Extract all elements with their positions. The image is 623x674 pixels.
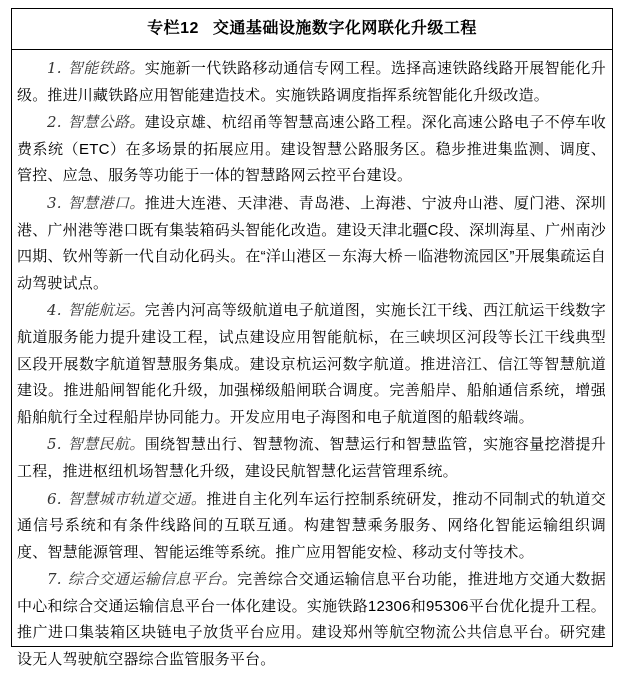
panel-body-box xyxy=(11,49,613,669)
panel-title: 交通基础设施数字化网联化升级工程 xyxy=(212,20,477,37)
item-number: 2. xyxy=(47,113,62,132)
section-paragraph-3 xyxy=(17,190,606,297)
item-body-text: 围绕智慧出行、智慧物流、智慧运行和智慧监管，实施容量挖潜提升工程，推进枢纽机场智慧化升级，建设民航智慧化运营管理系统。 xyxy=(17,436,606,480)
item-number: 3. xyxy=(47,193,62,212)
item-heading: 智慧公路。 xyxy=(67,113,145,132)
item-number: 7. xyxy=(47,570,62,589)
section-paragraph-1 xyxy=(17,55,606,109)
item-heading: 智慧民航。 xyxy=(67,435,145,454)
item-heading: 智慧港口。 xyxy=(67,193,145,212)
item-body-text: 完善内河高等级航道电子航道图，实施长江干线、西江航运干线数字航道服务能力提升建设工程，试点建设应用智能航标，在三峡坝区河段等长江干线典型区段开展数字航道智慧服务集成。建设京杭运河数字航道。推进涪江、信江等智慧航道建设。推进船闸智能化升级，加强梯级船闸联合调度。完善船岸、船舶通信系统，增强船舶航行全过程船岸协同能力。开发应用电子海图和电子航道图的船载终端。 xyxy=(17,302,606,426)
item-body-text: 推进大连港、天津港、青岛港、上海港、宁波舟山港、厦门港、深圳港、广州港等港口既有集装箱码头智能化改造。建设天津北疆C段、深圳海星、广州南沙四期、钦州等新一代自动化码头。在“洋山港区－东海大桥－临港物流园区”开展集疏运自动驾驶试点。 xyxy=(17,194,606,292)
section-paragraph-7 xyxy=(17,566,606,673)
item-heading: 智能航运。 xyxy=(67,301,145,320)
policy-column-panel xyxy=(11,8,613,669)
item-body-text: 推进自主化列车运行控制系统研发，推动不同制式的轨道交通信号系统和有条件线路间的互联互通。构建智慧乘务服务、网络化智能运输组织调度、智慧能源管理、智能运维等系统。推广应用智能安检、移动支付等技术。 xyxy=(17,490,606,561)
item-body-text: 完善综合交通运输信息平台功能，推进地方交通大数据中心和综合交通运输信息平台一体化建设。实施铁路12306和95306平台优化提升工程。推广进口集装箱区块链电子放货平台应用。建设郑州等航空物流公共信息平台。研究建设无人驾驶航空器综合监管服务平台。 xyxy=(17,571,606,669)
section-paragraph-4 xyxy=(17,297,606,431)
item-heading: 智能铁路。 xyxy=(67,59,145,77)
item-body-text: 实施新一代铁路移动通信专网工程。选择高速铁路线路开展智能化升级。推进川藏铁路应用智能建造技术。实施铁路调度指挥系统智能化升级改造。 xyxy=(17,60,606,104)
section-paragraph-5 xyxy=(17,431,606,485)
panel-title-box xyxy=(11,8,613,50)
item-number: 6. xyxy=(47,489,62,508)
item-number: 1. xyxy=(47,59,62,77)
item-number: 5. xyxy=(47,435,62,454)
item-heading: 智慧城市轨道交通。 xyxy=(67,489,207,508)
item-heading: 综合交通运输信息平台。 xyxy=(67,570,238,589)
section-paragraph-6 xyxy=(17,486,606,567)
item-number: 4. xyxy=(47,301,62,320)
column-number-label: 专栏12 xyxy=(147,20,199,37)
section-paragraph-2 xyxy=(17,109,606,190)
item-body-text: 建设京雄、杭绍甬等智慧高速公路工程。深化高速公路电子不停车收费系统（ETC）在多场景的拓展应用。建设智慧公路服务区。稳步推进集监测、调度、管控、应急、服务等功能于一体的智慧路网云控平台建设。 xyxy=(17,114,606,185)
